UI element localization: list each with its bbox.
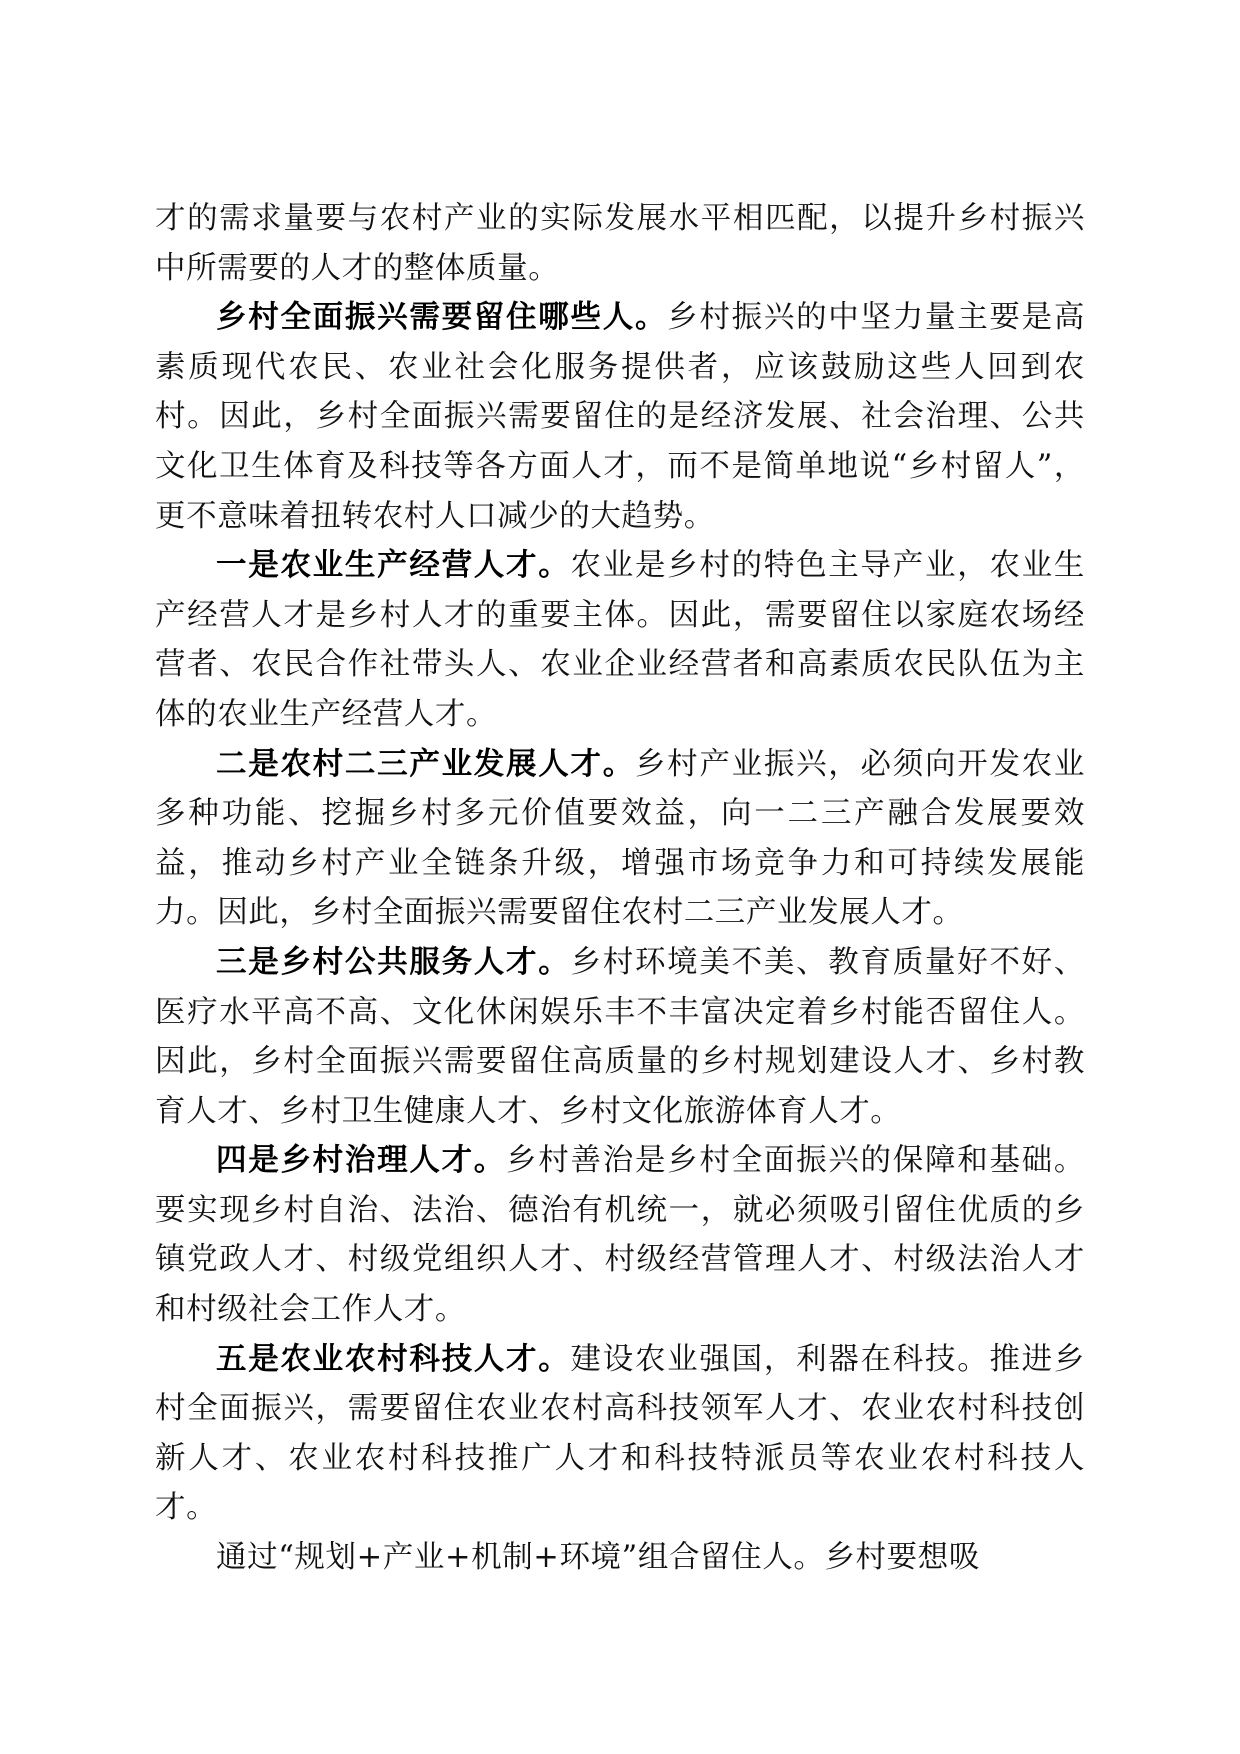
paragraph-heading: 五是农业农村科技人才。 — [216, 1340, 571, 1377]
paragraph-text: 通过“规划+产业+机制+环境”组合留住人。乡村要想吸 — [216, 1540, 980, 1576]
paragraph-text: 才的需求量要与农村产业的实际发展水平相匹配，以提升乡村振兴中所需要的人才的整体质量。 — [155, 201, 1085, 286]
paragraph-heading: 三是乡村公共服务人才。 — [216, 943, 571, 980]
paragraph-text: 乡村产业振兴，必须向开发农业多种功能、挖掘乡村多元价值要效益，向一二三产融合发展要效益，推动乡村产业全链条升级，增强市场竞争力和可持续发展能力。因此，乡村全面振兴需要留住农村二三产业发展人才。 — [155, 746, 1085, 931]
paragraph-who-to-retain — [155, 293, 1085, 541]
paragraph-heading: 二是农村二三产业发展人才。 — [216, 745, 635, 782]
document-body — [155, 194, 1085, 1583]
paragraph-text: 乡村环境美不美、教育质量好不好、医疗水平高不高、文化休闲娱乐丰不丰富决定着乡村能否留住人。因此，乡村全面振兴需要留住高质量的乡村规划建设人才、乡村教育人才、乡村卫生健康人才、乡村文化旅游体育人才。 — [155, 944, 1085, 1129]
paragraph-agri-production-talent — [155, 541, 1085, 739]
paragraph-combination-retain — [155, 1533, 1085, 1583]
paragraph-public-service-talent — [155, 938, 1085, 1136]
paragraph-continuation — [155, 194, 1085, 293]
paragraph-governance-talent — [155, 1136, 1085, 1334]
paragraph-heading: 一是农业生产经营人才。 — [216, 547, 571, 584]
paragraph-text: 乡村善治是乡村全面振兴的保障和基础。要实现乡村自治、法治、德治有机统一，就必须吸引留住优质的乡镇党政人才、村级党组织人才、村级经营管理人才、村级法治人才和村级社会工作人才。 — [155, 1143, 1085, 1328]
paragraph-heading: 四是乡村治理人才。 — [216, 1142, 507, 1179]
paragraph-secondary-tertiary-talent — [155, 740, 1085, 938]
paragraph-tech-talent — [155, 1335, 1085, 1533]
paragraph-text: 建设农业强国，利器在科技。推进乡村全面振兴，需要留住农业农村高科技领军人才、农业农村科技创新人才、农业农村科技推广人才和科技特派员等农业农村科技人才。 — [155, 1341, 1085, 1526]
paragraph-text: 农业是乡村的特色主导产业，农业生产经营人才是乡村人才的重要主体。因此，需要留住以家庭农场经营者、农民合作社带头人、农业企业经营者和高素质农民队伍为主体的农业生产经营人才。 — [155, 548, 1085, 732]
paragraph-text: 乡村振兴的中坚力量主要是高素质现代农民、农业社会化服务提供者，应该鼓励这些人回到农村。因此，乡村全面振兴需要留住的是经济发展、社会治理、公共文化卫生体育及科技等各方面人才，而不是简单地说“乡村留人”，更不意味着扭转农村人口减少的大趋势。 — [155, 300, 1085, 534]
paragraph-heading: 乡村全面振兴需要留住哪些人。 — [216, 299, 668, 336]
